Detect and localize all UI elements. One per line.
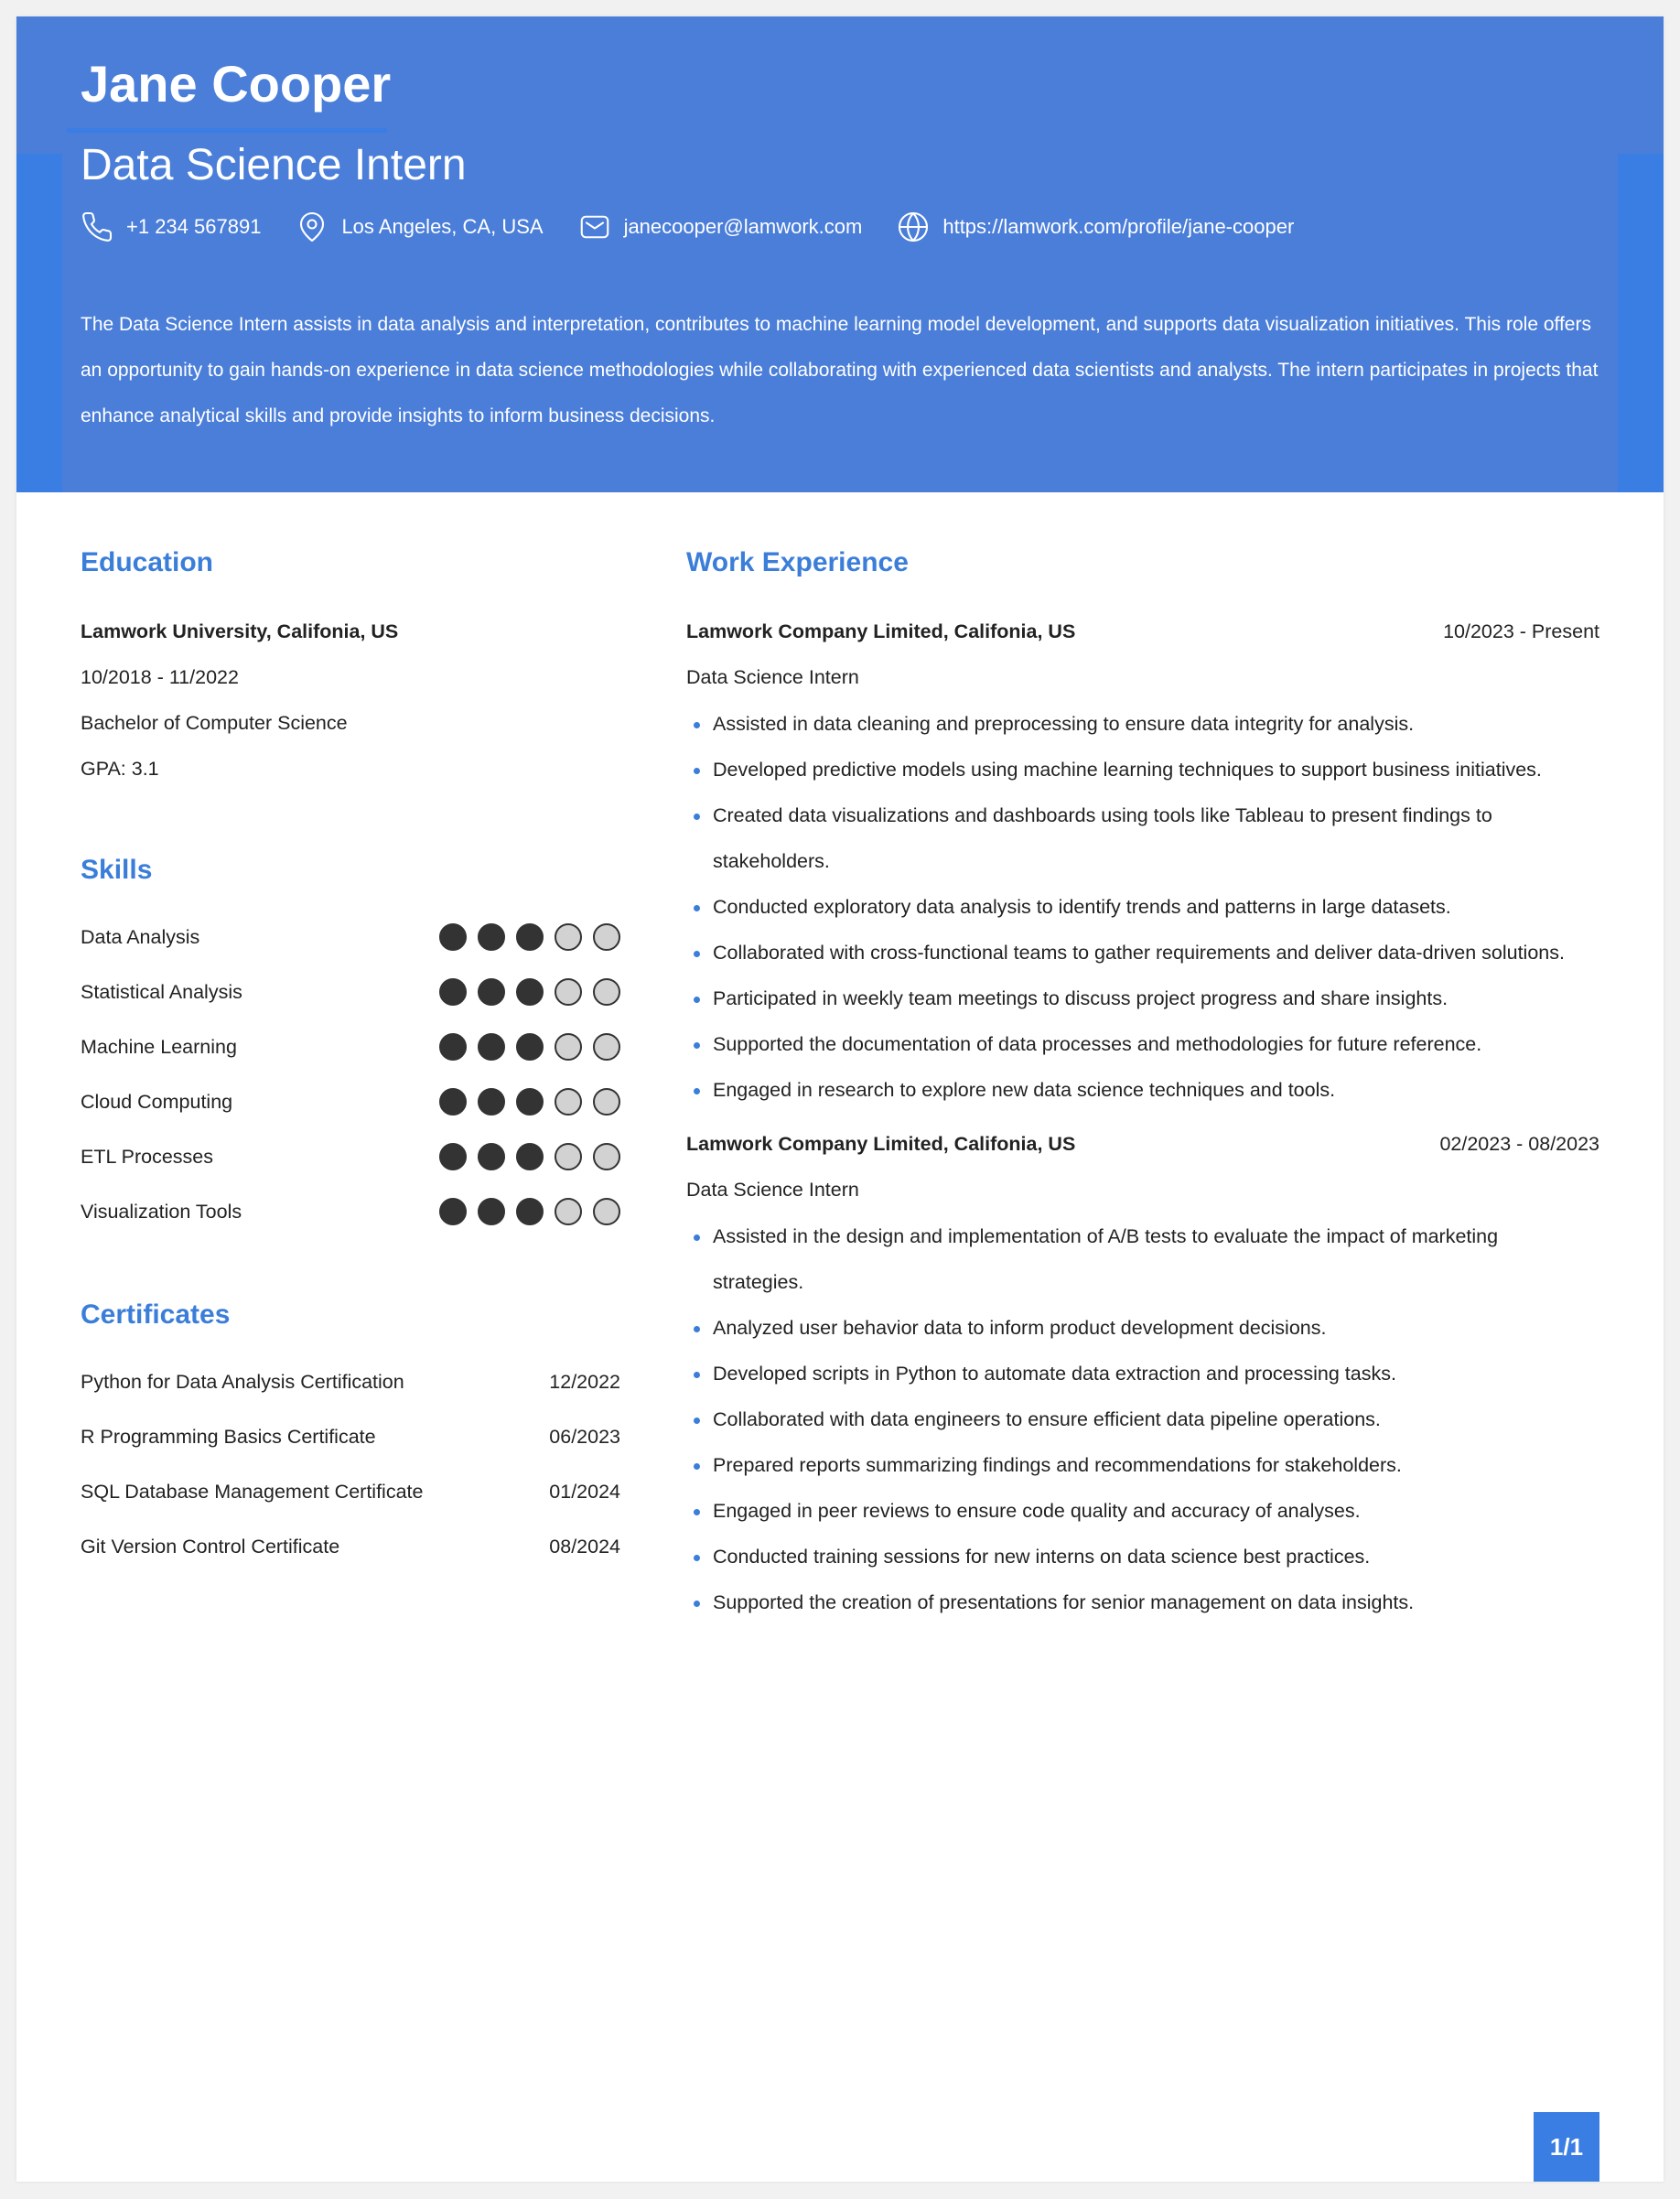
job-bullet: Collaborated with cross-functional teams to gather requirements and deliver data-driven solutions. (686, 930, 1599, 976)
contact-bar (81, 210, 1329, 243)
job-bullet: Conducted training sessions for new interns on data science best practices. (686, 1534, 1599, 1579)
job-bullet: Analyzed user behavior data to inform product development decisions. (686, 1305, 1599, 1351)
contact-location (296, 210, 543, 243)
skill-name: Data Analysis (81, 925, 200, 948)
skill-rating (428, 978, 620, 1006)
rating-dot-empty (593, 1033, 620, 1061)
job-bullet: Developed scripts in Python to automate data extraction and processing tasks. (686, 1351, 1599, 1396)
rating-dot-filled (439, 1088, 467, 1116)
job-bullet: Assisted in data cleaning and preprocessing to ensure data integrity for analysis. (686, 701, 1599, 747)
education-dates: 10/2018 - 11/2022 (81, 666, 239, 688)
contact-phone[interactable] (81, 210, 261, 243)
job-bullet: Conducted exploratory data analysis to identify trends and patterns in large datasets. (686, 884, 1599, 930)
skill-row (81, 1193, 620, 1230)
rating-dot-empty (555, 923, 582, 951)
rating-dot-filled (478, 1198, 505, 1225)
rating-dot-empty (593, 1143, 620, 1170)
skill-name: Statistical Analysis (81, 980, 242, 1003)
rating-dot-filled (439, 1198, 467, 1225)
rating-dot-filled (516, 1033, 544, 1061)
certificate-row (81, 1426, 620, 1449)
skill-rating (428, 1198, 620, 1225)
rating-dot-filled (439, 1033, 467, 1061)
certificate-date: 08/2024 (549, 1536, 620, 1558)
certificate-date: 01/2024 (549, 1481, 620, 1503)
rating-dot-empty (555, 1143, 582, 1170)
rating-dot-empty (555, 1088, 582, 1116)
rating-dot-empty (593, 1198, 620, 1225)
skill-row (81, 1083, 620, 1120)
certificate-date: 06/2023 (549, 1426, 620, 1448)
header-accent-right (1618, 154, 1664, 492)
skill-row (81, 919, 620, 955)
rating-dot-empty (593, 978, 620, 1006)
job-bullet: Developed predictive models using machine learning techniques to support business initiatives. (686, 747, 1599, 792)
education-degree: Bachelor of Computer Science (81, 712, 348, 734)
skill-rating (428, 1033, 620, 1061)
rating-dot-empty (555, 978, 582, 1006)
rating-dot-filled (439, 923, 467, 951)
job-company: Lamwork Company Limited, Califonia, US (686, 1133, 1076, 1155)
skill-row (81, 1029, 620, 1065)
skill-rating (428, 1088, 620, 1116)
rating-dot-filled (516, 1143, 544, 1170)
job-dates: 02/2023 - 08/2023 (1439, 1133, 1599, 1155)
job-bullet: Assisted in the design and implementation of A/B tests to evaluate the impact of marketing strategies. (686, 1213, 1518, 1305)
rating-dot-empty (555, 1033, 582, 1061)
job-role: Data Science Intern (686, 666, 859, 688)
email-icon (578, 210, 611, 243)
job-bullet: Engaged in research to explore new data science techniques and tools. (686, 1067, 1599, 1113)
skill-row (81, 974, 620, 1010)
certificate-row (81, 1481, 620, 1504)
page-number: 1/1 (1534, 2112, 1599, 2182)
website-text: https://lamwork.com/profile/jane-cooper (942, 215, 1295, 238)
rating-dot-filled (478, 1088, 505, 1116)
rating-dot-empty (593, 923, 620, 951)
job-header (686, 620, 1599, 643)
certificates-section-title: Certificates (81, 1299, 231, 1330)
job-role: Data Science Intern (686, 1179, 859, 1201)
phone-icon (81, 210, 113, 243)
skill-name: Visualization Tools (81, 1200, 242, 1223)
job-company: Lamwork Company Limited, Califonia, US (686, 620, 1076, 642)
skill-name: Machine Learning (81, 1035, 237, 1058)
certificate-name: Python for Data Analysis Certification (81, 1371, 404, 1393)
name-underline (67, 128, 387, 133)
job-bullets (686, 701, 1599, 1113)
job-dates: 10/2023 - Present (1443, 620, 1599, 642)
job-bullet: Created data visualizations and dashboards using tools like Tableau to present findings to stakeholders. (686, 792, 1518, 884)
skill-name: ETL Processes (81, 1145, 213, 1168)
education-section-title: Education (81, 547, 214, 577)
skill-rating (428, 1143, 620, 1170)
rating-dot-filled (516, 1198, 544, 1225)
candidate-name: Jane Cooper (81, 55, 392, 113)
job-bullet: Collaborated with data engineers to ensure efficient data pipeline operations. (686, 1396, 1599, 1442)
email-text: janecooper@lamwork.com (623, 215, 863, 238)
skill-name: Cloud Computing (81, 1090, 233, 1113)
rating-dot-filled (439, 1143, 467, 1170)
contact-website[interactable] (897, 210, 1294, 243)
rating-dot-filled (478, 1143, 505, 1170)
certificate-name: R Programming Basics Certificate (81, 1426, 376, 1448)
resume-header (16, 16, 1664, 492)
skill-row (81, 1138, 620, 1175)
location-text: Los Angeles, CA, USA (341, 215, 544, 238)
job-bullet: Participated in weekly team meetings to discuss project progress and share insights. (686, 976, 1599, 1021)
contact-email[interactable] (578, 210, 863, 243)
job-bullet: Supported the creation of presentations for senior management on data insights. (686, 1579, 1599, 1625)
globe-icon (897, 210, 930, 243)
job-header (686, 1133, 1599, 1156)
rating-dot-empty (555, 1198, 582, 1225)
job-bullet: Prepared reports summarizing findings and recommendations for stakeholders. (686, 1442, 1599, 1488)
profile-summary: The Data Science Intern assists in data analysis and interpretation, contributes to machine learning model development, and supports data visualization initiatives. This role offers an opportunity to gain hands-on experience in data science methodologies while collaborating with experienced data scientists and analysts. The intern participates in projects that enhance analytical skills and provide insights to inform business decisions. (81, 314, 1599, 426)
rating-dot-empty (593, 1088, 620, 1116)
resume-page (16, 16, 1664, 2182)
rating-dot-filled (478, 978, 505, 1006)
education-gpa: GPA: 3.1 (81, 758, 159, 780)
certificate-date: 12/2022 (549, 1371, 620, 1393)
rating-dot-filled (516, 1088, 544, 1116)
job-bullets (686, 1213, 1599, 1625)
candidate-title: Data Science Intern (81, 141, 467, 189)
job-bullet: Supported the documentation of data processes and methodologies for future reference. (686, 1021, 1599, 1067)
location-pin-icon (296, 210, 328, 243)
certificate-name: Git Version Control Certificate (81, 1536, 340, 1558)
rating-dot-filled (439, 978, 467, 1006)
header-accent-left (16, 154, 62, 492)
rating-dot-filled (478, 1033, 505, 1061)
skills-section-title: Skills (81, 855, 153, 885)
certificate-name: SQL Database Management Certificate (81, 1481, 424, 1503)
skill-rating (428, 923, 620, 951)
certificate-row (81, 1371, 620, 1394)
certificate-row (81, 1536, 620, 1558)
phone-text: +1 234 567891 (126, 215, 262, 238)
work-section-title: Work Experience (686, 547, 909, 577)
job-bullet: Engaged in peer reviews to ensure code quality and accuracy of analyses. (686, 1488, 1599, 1534)
education-school: Lamwork University, Califonia, US (81, 620, 399, 642)
rating-dot-filled (516, 978, 544, 1006)
rating-dot-filled (516, 923, 544, 951)
rating-dot-filled (478, 923, 505, 951)
